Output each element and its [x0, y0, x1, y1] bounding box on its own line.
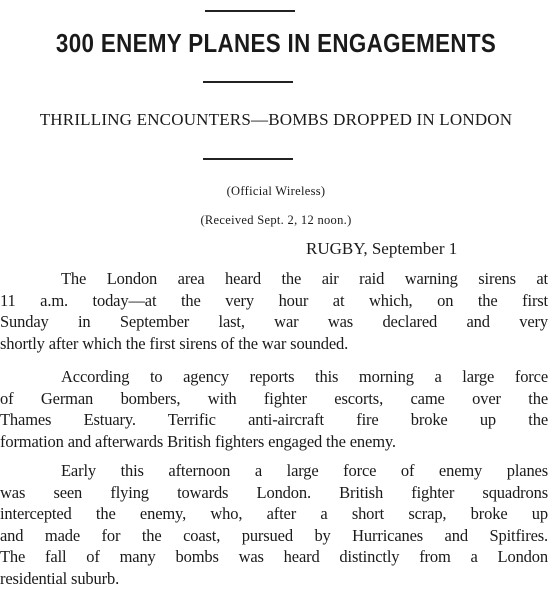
paragraph-line: was seen flying towards London. British fighter squadrons	[0, 482, 552, 504]
article-paragraph	[0, 460, 552, 589]
paragraph-line: of German bombers, with fighter escorts, came over the	[0, 388, 552, 410]
paragraph-line: residential suburb.	[0, 568, 552, 589]
article-paragraph	[0, 366, 552, 452]
top-rule	[205, 10, 295, 12]
subheadline: THRILLING ENCOUNTERS—BOMBS DROPPED IN LONDON	[0, 110, 552, 130]
received-line: (Received Sept. 2, 12 noon.)	[0, 212, 552, 228]
paragraph-line: and made for the coast, pursued by Hurricanes and Spitfires.	[0, 525, 552, 547]
paragraph-line: Early this afternoon a large force of enemy planes	[0, 460, 552, 482]
paragraph-line: Thames Estuary. Terrific anti-aircraft fire broke up the	[0, 409, 552, 431]
paragraph-line: Sunday in September last, war was declared and very	[0, 311, 552, 333]
paragraph-line: 11 a.m. today—at the very hour at which, on the first	[0, 290, 552, 312]
headline-rule	[203, 81, 293, 83]
article-paragraph	[0, 268, 552, 354]
source-line: (Official Wireless)	[0, 183, 552, 199]
paragraph-line: The London area heard the air raid warning sirens at	[0, 268, 552, 290]
paragraph-line: According to agency reports this morning a large force	[0, 366, 552, 388]
paragraph-line: formation and afterwards British fighters engaged the enemy.	[0, 431, 552, 453]
paragraph-line: The fall of many bombs was heard distinctly from a London	[0, 546, 552, 568]
paragraph-line: shortly after which the first sirens of the war sounded.	[0, 333, 552, 355]
dateline: RUGBY, September 1	[306, 238, 457, 260]
headline: 300 ENEMY PLANES IN ENGAGEMENTS	[39, 26, 514, 60]
subheadline-rule	[203, 158, 293, 160]
paragraph-line: intercepted the enemy, who, after a short scrap, broke up	[0, 503, 552, 525]
